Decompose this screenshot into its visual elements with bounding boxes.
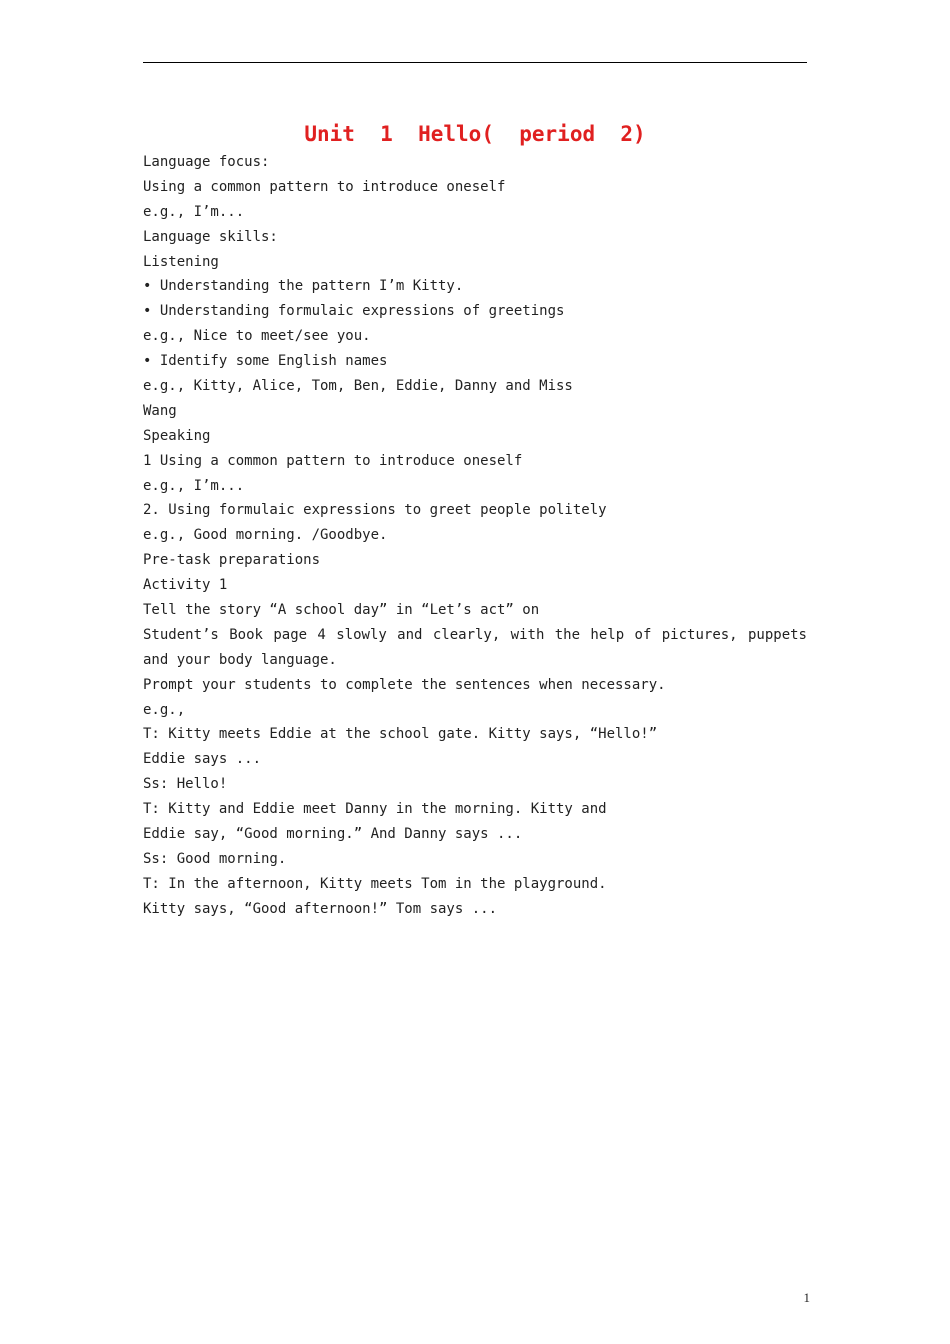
text-line: T: Kitty meets Eddie at the school gate. Kitty says, “Hello!” xyxy=(143,726,658,743)
page-number: 1 xyxy=(803,1290,810,1305)
text-line: Tell the story “A school day” in “Let’s act” on xyxy=(143,602,540,619)
text-line: Ss: Good morning. xyxy=(143,850,287,867)
text-line: e.g., I’m... xyxy=(143,477,245,494)
text-line: Prompt your students to complete the sentences when necessary. xyxy=(143,676,666,693)
text-line: 2. Using formulaic expressions to greet people politely xyxy=(143,502,607,519)
text-line: • Understanding the pattern I’m Kitty. xyxy=(143,278,464,295)
text-line: Wang xyxy=(143,402,177,419)
text-line: and your body language. xyxy=(143,651,337,668)
document-title: Unit 1 Hello( period 2) xyxy=(304,122,646,146)
text-line: Language skills: xyxy=(143,228,278,245)
text-line: Using a common pattern to introduce oneself xyxy=(143,178,506,195)
text-line: e.g., Good morning. /Goodbye. xyxy=(143,527,388,544)
text-line: Speaking xyxy=(143,427,211,444)
text-line: • Understanding formulaic expressions of greetings xyxy=(143,303,565,320)
text-line: Student’s Book page 4 slowly and clearly, with the help of pictures, puppets xyxy=(143,626,807,643)
text-line: Ss: Hello! xyxy=(143,776,228,793)
lesson-body xyxy=(143,150,807,922)
text-line: T: In the afternoon, Kitty meets Tom in the playground. xyxy=(143,875,607,892)
text-line: e.g., Nice to meet/see you. xyxy=(143,328,371,345)
text-line: e.g., Kitty, Alice, Tom, Ben, Eddie, Danny and Miss xyxy=(143,378,573,395)
text-line: • Identify some English names xyxy=(143,353,388,370)
text-line: e.g., xyxy=(143,701,186,718)
text-line: e.g., I’m... xyxy=(143,203,245,220)
text-line: Language focus: xyxy=(143,154,270,170)
text-line: 1 Using a common pattern to introduce oneself xyxy=(143,452,523,469)
text-line: Eddie says ... xyxy=(143,751,262,768)
text-line: Activity 1 xyxy=(143,577,228,594)
text-line: Listening xyxy=(143,253,219,270)
text-line: Kitty says, “Good afternoon!” Tom says ... xyxy=(143,900,498,917)
text-line: Eddie say, “Good morning.” And Danny says ... xyxy=(143,826,523,843)
text-line: T: Kitty and Eddie meet Danny in the morning. Kitty and xyxy=(143,801,607,818)
header-rule xyxy=(143,62,807,63)
text-line: Pre-task preparations xyxy=(143,552,321,569)
